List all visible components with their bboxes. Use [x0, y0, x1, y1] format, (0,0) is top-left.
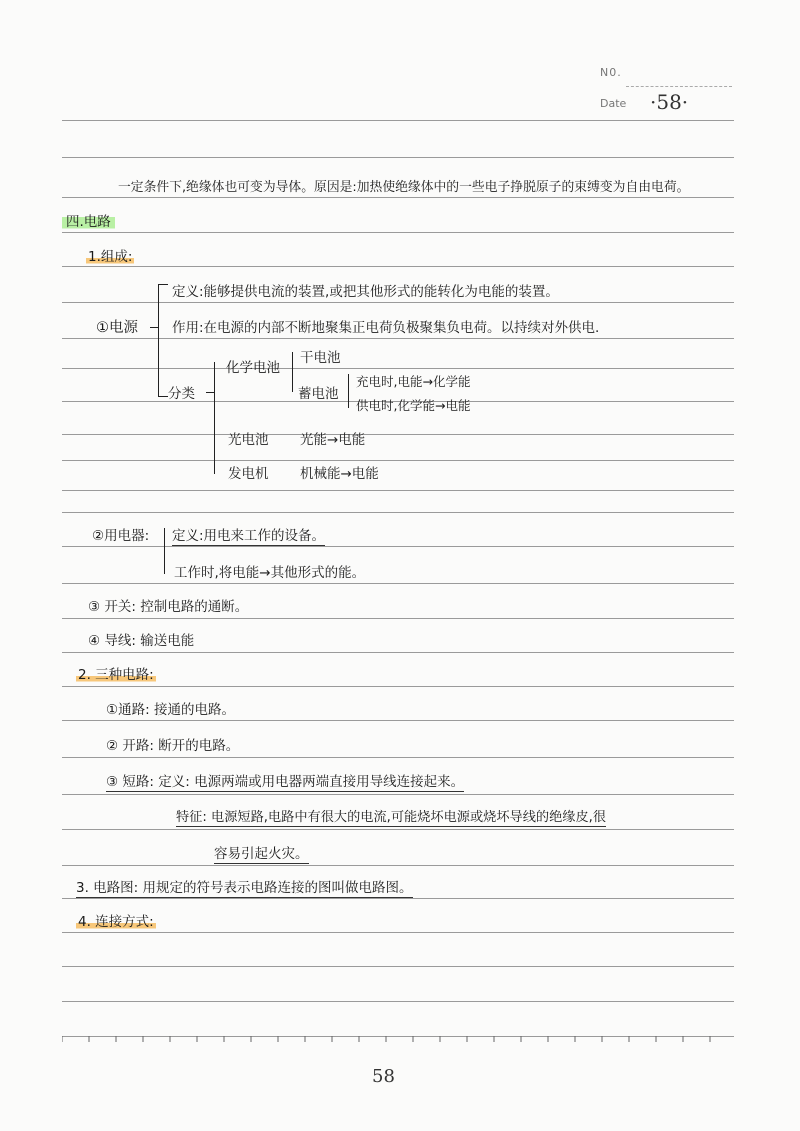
date-value: ·58· — [650, 90, 689, 114]
power-source-function: 作用:在电源的内部不断地聚集正电荷负极聚集负电荷。以持续对外供电. — [172, 320, 600, 336]
short-circuit-feature-cont: 容易引起火灾。 — [214, 846, 309, 862]
appliance-label: ②用电器: — [92, 528, 150, 544]
no-line — [626, 86, 732, 87]
solar-cell-conversion: 光能→电能 — [300, 432, 366, 448]
page-number: 58 — [372, 1066, 395, 1087]
subheading-composition: 1.组成: — [88, 249, 133, 265]
open-circuit: ② 开路: 断开的电路。 — [106, 738, 240, 754]
switch-line: ③ 开关: 控制电路的通断。 — [88, 599, 249, 615]
supplying-conversion: 供电时,化学能→电能 — [356, 398, 471, 413]
storage-battery-brace — [348, 374, 349, 408]
classification-label: 分类 — [168, 386, 195, 402]
short-circuit-feature: 特征: 电源短路,电路中有很大的电流,可能烧坏电源或烧坏导线的绝缘皮,很 — [176, 810, 607, 825]
section-heading-circuit: 四.电路 — [62, 214, 115, 230]
intro-sentence: 一定条件下,绝缘体也可变为导体。原因是:加热使绝缘体中的一些电子挣脱原子的束缚变为自由电荷。 — [118, 180, 690, 195]
appliance-brace — [164, 528, 165, 574]
dry-battery: 干电池 — [300, 350, 341, 366]
generator-label: 发电机 — [228, 466, 269, 482]
appliance-definition: 定义:用电来工作的设备。 — [172, 528, 326, 544]
generator-conversion: 机械能→电能 — [300, 466, 379, 482]
circuit-diagram-line: 3. 电路图: 用规定的符号表示电路连接的图叫做电路图。 — [76, 880, 413, 896]
storage-battery: 蓄电池 — [298, 386, 339, 402]
ruler-ticks — [62, 1036, 722, 1042]
charging-conversion: 充电时,电能→化学能 — [356, 374, 471, 389]
power-source-definition: 定义:能够提供电流的装置,或把其他形式的能转化为电能的装置。 — [172, 284, 559, 300]
power-source-label: ①电源 — [96, 320, 138, 336]
chemical-battery-brace — [292, 352, 293, 392]
classification-brace — [214, 362, 215, 474]
appliance-working: 工作时,将电能→其他形式的能。 — [174, 565, 366, 581]
closed-circuit: ①通路: 接通的电路。 — [106, 702, 235, 718]
short-circuit: ③ 短路: 定义: 电源两端或用电器两端直接用导线连接起来。 — [106, 774, 465, 790]
chemical-battery-label: 化学电池 — [226, 360, 280, 376]
wire-line: ④ 导线: 输送电能 — [88, 633, 195, 649]
date-label: Date — [600, 97, 627, 110]
no-label: N0. — [600, 66, 622, 79]
solar-cell-label: 光电池 — [228, 432, 269, 448]
power-source-brace — [158, 284, 159, 396]
subheading-connection: 4. 连接方式: — [78, 914, 154, 930]
subheading-three-circuits: 2. 三种电路: — [78, 667, 154, 683]
